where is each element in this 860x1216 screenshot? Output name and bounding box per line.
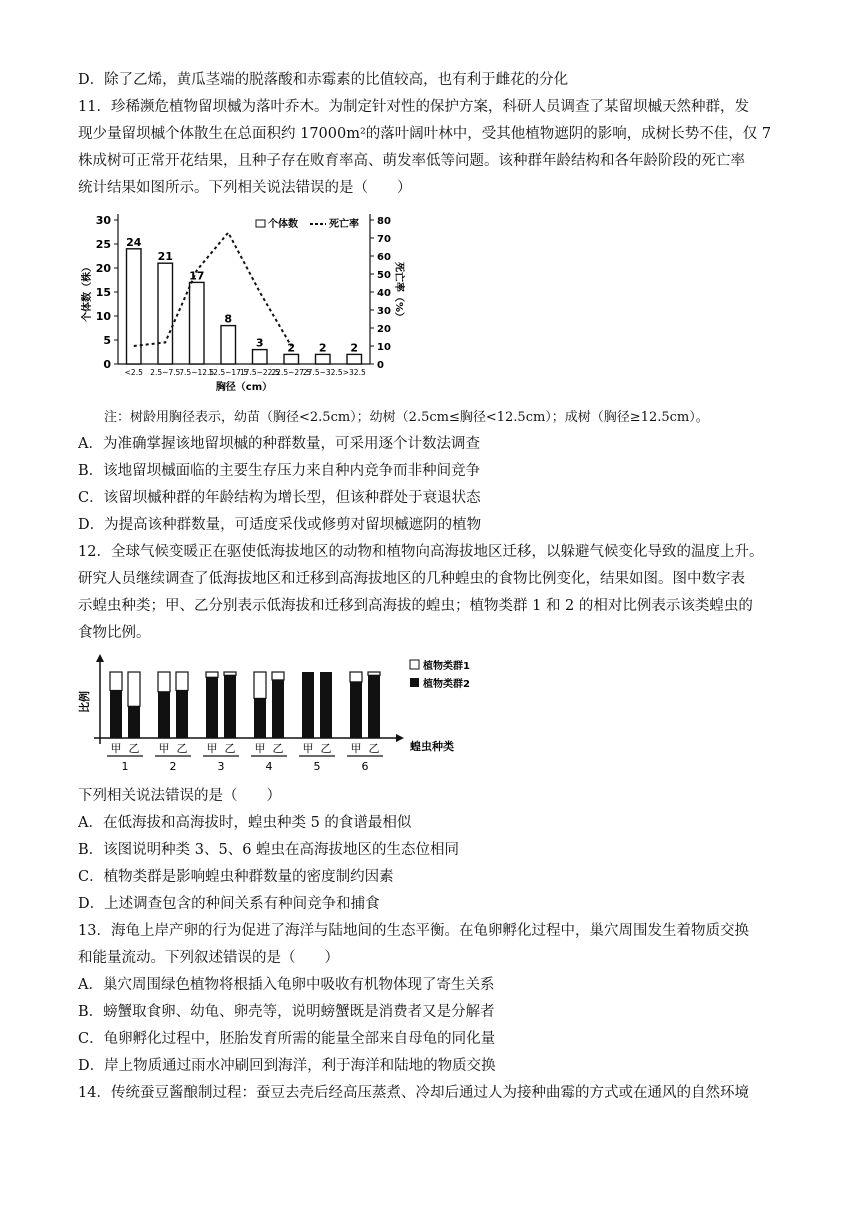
q13-option-c: C．龟卵孵化过程中，胚胎发育所需的能量全部来自母龟的同化量 (78, 1031, 496, 1047)
bar-group2 (272, 680, 284, 738)
x-tick-label: 27.5~32.5 (302, 368, 343, 377)
bar-group1 (224, 672, 236, 675)
bar-group1 (110, 672, 122, 690)
legend-bar-label: 个体数 (268, 219, 298, 230)
bar-group2 (128, 706, 140, 738)
bar-group1 (350, 672, 362, 682)
legend-group1-label: 植物类群1 (423, 661, 470, 672)
q12-stem-line-3: 示蝗虫种类；甲、乙分别表示低海拔和迁移到高海拔的蝗虫；植物类群 1 和 2 的相对比例表示该类蝗虫的 (78, 598, 753, 614)
bar-group2 (350, 682, 362, 738)
species-label: 6 (361, 760, 369, 773)
y2-tick-label: 80 (377, 216, 391, 227)
species-label: 5 (313, 760, 321, 773)
legend-line-label: 死亡率 (329, 219, 359, 230)
bar-group1 (272, 672, 284, 680)
legend-group1-swatch (410, 660, 419, 669)
x-axis-label: 蝗虫种类 (410, 740, 454, 753)
group-label: 乙 (320, 742, 332, 755)
bar-group2 (110, 690, 122, 738)
y-tick-label: 0 (103, 358, 111, 371)
q11-stem-line-3: 株成树可正常开花结果，且种子存在败育率高、萌发率低等问题。该种群年龄结构和各年龄阶段的死亡率 (78, 153, 745, 169)
group-label: 甲 (350, 742, 362, 755)
legend-group2-swatch (410, 678, 419, 687)
bar-group2 (158, 692, 170, 738)
species-label: 1 (121, 760, 129, 773)
q11-option-c: C．该留坝槭种群的年龄结构为增长型，但该种群处于衰退状态 (78, 490, 481, 506)
q13-option-b: B．螃蟹取食卵、幼龟、卵壳等，说明螃蟹既是消费者又是分解者 (78, 1004, 495, 1020)
species-label: 2 (169, 760, 177, 773)
q10-option-d: D．除了乙烯，黄瓜茎端的脱落酸和赤霉素的比值较高，也有利于雌花的分化 (78, 72, 569, 88)
bar (190, 282, 204, 364)
bar (284, 354, 298, 364)
legend-group2-label: 植物类群2 (423, 679, 470, 690)
x-tick-label: 22.5~27.5 (271, 368, 312, 377)
y-axis-label: 比例 (78, 691, 91, 713)
group-label: 乙 (128, 742, 140, 755)
x-tick-label: 17.5~22.5 (239, 368, 280, 377)
bar-group2 (176, 690, 188, 738)
group-label: 甲 (158, 742, 170, 755)
group-label: 甲 (110, 742, 122, 755)
bar-value-label: 8 (224, 312, 233, 326)
x-tick-label: 12.5~17.5 (208, 368, 249, 377)
y2-axis-label: 死亡率（%） (393, 261, 404, 323)
group-label: 乙 (368, 742, 380, 755)
bar-group1 (176, 672, 188, 690)
y-tick-label: 30 (95, 214, 111, 227)
bar-group1 (368, 672, 380, 675)
group-label: 乙 (176, 742, 188, 755)
q13-stem-line-1: 13．海龟上岸产卵的行为促进了海洋与陆地间的生态平衡。在龟卵孵化过程中，巢穴周围发生着物质交换 (78, 923, 749, 939)
q12-option-a: A．在低海拔和高海拔时，蝗虫种类 5 的食谱最相似 (78, 815, 412, 831)
y-axis-label: 个体数（株） (82, 262, 93, 322)
y2-tick-label: 20 (377, 324, 391, 335)
x-tick-label: >32.5 (342, 368, 366, 377)
q12-stem-line-1: 12．全球气候变暖正在驱使低海拔地区的动物和植物向高海拔地区迁移，以躲避气候变化导致的温度上升。 (78, 544, 764, 560)
q11-option-d: D．为提高该种群数量，可适度采伐或修剪对留坝槭遮阴的植物 (78, 517, 482, 533)
bar-group2 (368, 675, 380, 738)
bar (347, 354, 361, 364)
y-tick-label: 15 (95, 286, 111, 299)
y2-tick-label: 60 (377, 252, 391, 263)
bar-group2 (206, 677, 218, 738)
x-axis-arrow (396, 734, 404, 742)
bar-group2 (224, 675, 236, 738)
q12-option-c: C．植物类群是影响蝗虫种群数量的密度制约因素 (78, 869, 394, 885)
bar (158, 263, 172, 364)
y2-tick-label: 40 (377, 288, 391, 299)
q13-stem-line-2: 和能量流动。下列叙述错误的是（ ） (78, 950, 339, 966)
bar (316, 354, 330, 364)
x-tick-label: <2.5 (124, 368, 143, 377)
x-tick-label: 2.5~7.5 (150, 368, 181, 377)
y2-tick-label: 50 (377, 270, 391, 281)
bar-group1 (158, 672, 170, 692)
q12-option-d: D．上述调查包含的种间关系有种间竞争和捕食 (78, 896, 380, 912)
x-axis-label: 胸径（cm） (215, 382, 273, 393)
y-tick-label: 10 (95, 310, 111, 323)
bar-group1 (206, 672, 218, 677)
q11-age-structure-chart (78, 206, 408, 396)
bar-value-label: 17 (189, 269, 205, 283)
y-tick-label: 20 (95, 262, 111, 275)
y-axis-arrow (96, 654, 104, 662)
species-label: 4 (265, 760, 273, 773)
y2-tick-label: 70 (377, 234, 391, 245)
q12-stem-line-4: 食物比例。 (78, 625, 151, 641)
q12-option-b: B．该图说明种类 3、5、6 蝗虫在高海拔地区的生态位相同 (78, 842, 460, 858)
q13-option-d: D．岸上物质通过雨水冲刷回到海洋，利于海洋和陆地的物质交换 (78, 1058, 496, 1074)
bar-value-label: 2 (318, 341, 327, 355)
q11-stem-line-4: 统计结果如图所示。下列相关说法错误的是（ ） (78, 180, 412, 196)
bar-value-label: 21 (157, 250, 173, 264)
bar-group1 (128, 672, 140, 706)
q12-stem-line-2: 研究人员继续调查了低海拔地区和迁移到高海拔地区的几种蝗虫的食物比例变化，结果如图。图中数字表 (78, 571, 745, 587)
bar-value-label: 2 (287, 341, 296, 355)
q13-option-a: A．巢穴周围绿色植物将根插入龟卵中吸收有机物体现了寄生关系 (78, 977, 495, 993)
y2-tick-label: 0 (377, 360, 384, 371)
bar-value-label: 2 (350, 341, 359, 355)
bar-group2 (320, 672, 332, 738)
y2-tick-label: 30 (377, 306, 391, 317)
x-tick-label: 7.5~12.5 (179, 368, 215, 377)
species-label: 3 (217, 760, 225, 773)
q11-stem-line-2: 现少量留坝槭个体散生在总面积约 17000m²的落叶阔叶林中，受其他植物遮阴的影响，成树长势不佳，仅 7 (78, 126, 772, 142)
q11-stem-line-1: 11．珍稀濒危植物留坝槭为落叶乔木。为制定针对性的保护方案，科研人员调查了某留坝槭天然种群，发 (78, 99, 749, 115)
y-tick-label: 25 (95, 238, 111, 251)
bar-value-label: 24 (126, 235, 142, 249)
bar (221, 326, 235, 364)
bar (127, 249, 141, 364)
q11-option-b: B．该地留坝槭面临的主要生存压力来自种内竞争而非种间竞争 (78, 463, 481, 479)
group-label: 乙 (224, 742, 236, 755)
group-label: 甲 (254, 742, 266, 755)
bar (253, 350, 267, 364)
group-label: 乙 (272, 742, 284, 755)
y2-tick-label: 10 (377, 342, 391, 353)
bar-group2 (254, 698, 266, 738)
bar-group1 (254, 672, 266, 698)
bar-value-label: 3 (255, 336, 264, 350)
group-label: 甲 (206, 742, 218, 755)
q11-option-a: A．为准确掌握该地留坝槭的种群数量，可采用逐个计数法调查 (78, 436, 480, 452)
q12-question: 下列相关说法错误的是（ ） (78, 788, 281, 804)
bar-group2 (302, 672, 314, 738)
y-tick-label: 5 (103, 334, 111, 347)
legend-bar-swatch (256, 220, 265, 227)
group-label: 甲 (302, 742, 314, 755)
q11-note: 注：树龄用胸径表示，幼苗（胸径<2.5cm）；幼树（2.5cm≤胸径<12.5cm）；成树（胸径≥12.5cm）。 (104, 410, 709, 425)
q12-locust-diet-chart (78, 652, 494, 776)
q14-stem-line-1: 14．传统蚕豆酱酿制过程：蚕豆去壳后经高压蒸煮、冷却后通过人为接种曲霉的方式或在通风的自然环境 (78, 1085, 749, 1101)
